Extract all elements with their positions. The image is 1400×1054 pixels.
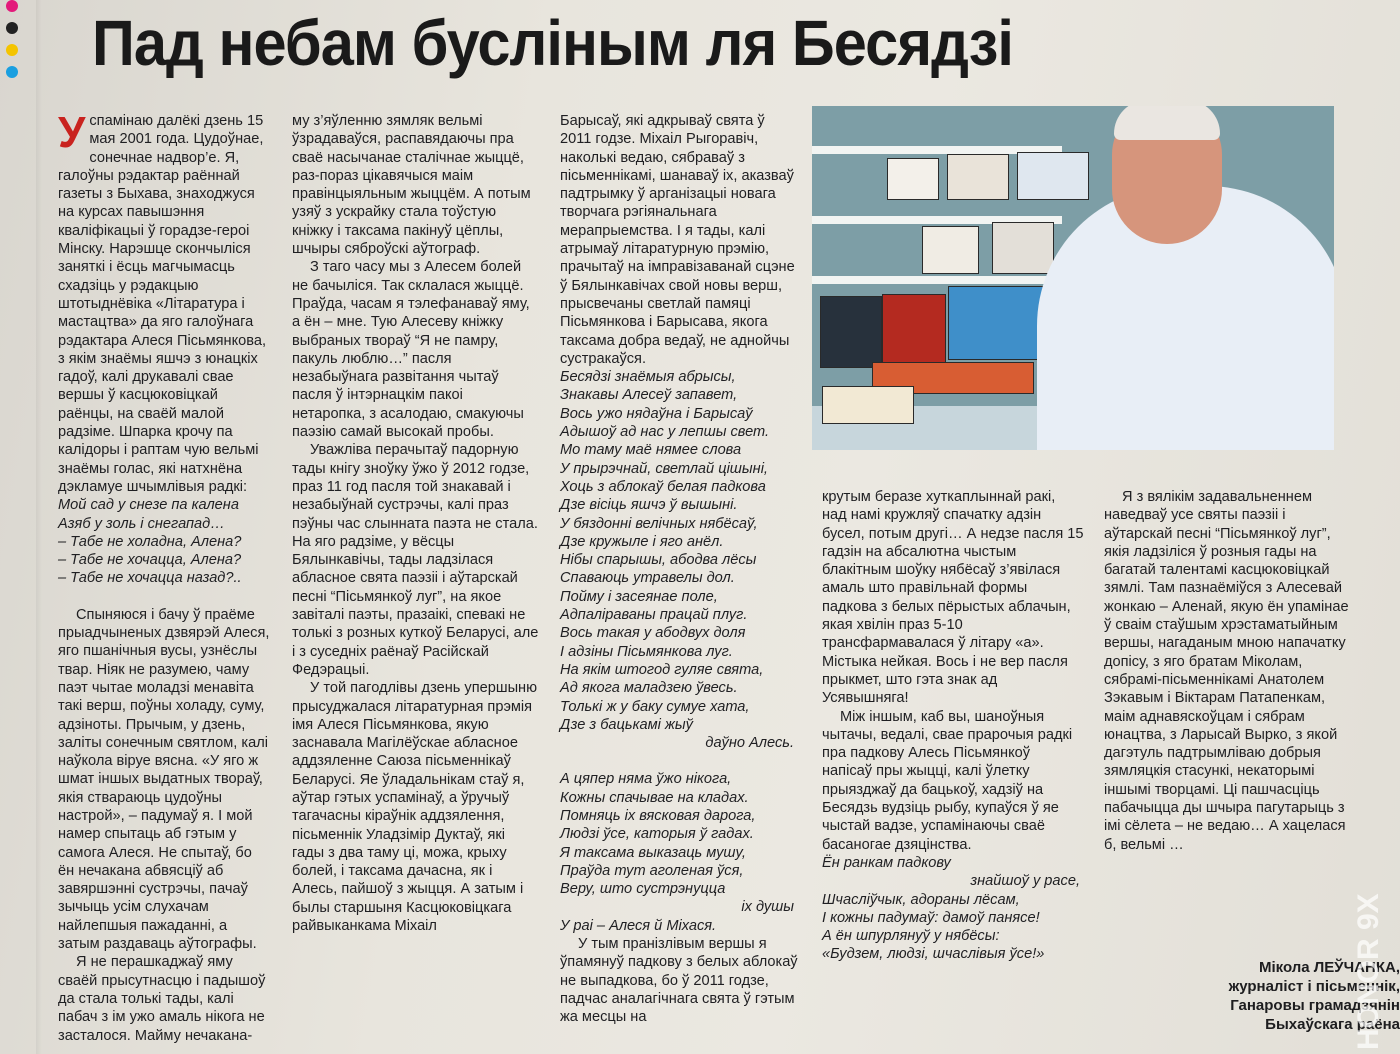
poem-line: Вось такая у абодвух доля [560,625,746,642]
article-column-2 [292,112,540,935]
man-hair [1114,106,1220,140]
book [992,222,1054,274]
black-mark [6,22,18,34]
poem-line: Праўда тут аголеная ўся, [560,862,744,879]
print-color-marks [6,0,22,88]
poem-line: Знакавы Алесеў запавет, [560,387,738,404]
poem-line: Азяб у золь i снегапад… [58,515,225,532]
article-photo [812,106,1334,450]
poem-line: Адпалiраваны працай плуг. [560,607,748,624]
paragraph: му з’яўленню зямляк вельмi ўзрадаваўся, распавядаючы пра сваё насычанае сталiчнае жыццё, раз-пораз цiкавячыся маiм правiнцыяльным жыццём. А потым узяў з ускрайку стала тоўстую кнiжку i таксама пакiнуў цёплы, шчыры сяброўскi аўтограф. [292,113,531,258]
paragraph: Я з вялiкiм задавальненнем наведваў усе святы паэзii i аўтарскай песнi “Пiсьмянкоў луг”, якiя ладзiлiся ў розныя гады на багатай талентамi касцюковiцкай зямлi. Там пазнаёмiўся з Алесевай жонкаю – Аленай, якую ён упамiнае ў сваiм стаўшым хрэстаматыйным вершы, нагаданым мною напачатку допiсу, з яго братам Мiколам, сябрамi-пiсьменнiкамi Анатолем Зэкавым i Вiктарам Патапенкам, маiм аднавяскоўцам i сябрам юнацтва, з Ларысай Вырко, з якой дагэтуль падтрымлiваю добрыя зямляцкiя стасункi, некаторымi iншымi творцамi. Цi пашчасцiць пабачыцца ды шчыра пагутарыць з iмi сёлета – не ведаю… А хацелася б, вельмi … [1104,489,1349,853]
poem-line: Ад якога маладзею ўвесь. [560,680,738,697]
paragraph: Мiж iншым, каб вы, шаноўныя чытачы, ведалi, свае прарочыя радкi пра падкову Алесь Пiсьмянкоў напiсаў пры жыццi, калi ўлетку прыязджаў да бацькоў, хадзiў на Бесядзь вудзiць рыбу, купаўся ў яе чыстай вадзе, успамiнаючы сваё басаногае дзяцiнства. [822,708,1073,853]
poem-line: знайшоў у расе, [970,873,1080,890]
drop-cap: У [58,108,86,157]
paragraph: Барысаў, якi адкрываў свята ў 2011 годзе. Мiхаiл Рыгоравiч, наколькi ведаю, сябраваў з пiсьменнiкамi, шанаваў iх, аказваў падтрымку ў арганiзацыi новага творчага рэгiянальнага мерапрыемства. I я тады, калi атрымаў лiтаратурную прэмiю, прачытаў на iмправiзаванай сцэне ў Бялынкавiчах свой новы верш, прысвечаны светлай памяцi Пiсьмянкова i Барысава, якога таксама добра ведаў, не аднойчы сустракаўся. [560,113,795,367]
paragraph: спамiнаю далёкi дзень 15 мая 2001 года. Цудоўнае, сонечнае надвор’е. Я, галоўны рэдактар раённай газеты з Быхава, знаходжуся на курсах павышэння квалiфiкацыi ў горадзе-героi Мiнску. Нарэшце скончылiся заняткi i ёсць магчымасць схадзiць у рэдакцыю штотыднёвiка «Лiтаратура i мастацтва» да яго галоўнага рэдактара Алеся Пiсьмянкова, з якiм знаёмы яшчэ з юнацкiх гадоў, калi друкавалi свае вершы ў касцюковiцкай раёнцы, на сваёй малой радзiме. Шпарка крочу па калiдоры i раптам чую вельмi знаёмы голас, якi натхнёна дэкламуе шчымлiвыя радкi: [58,113,267,495]
author-title: Ганаровы грамадзянiн [1230,997,1400,1014]
author-title: журналiст i пiсьменнiк, [1228,978,1400,995]
poem-line: На якiм штогод гуляе свята, [560,661,764,678]
poem-line: Дзе з бацькамi жыў [560,716,693,733]
bookshelf [812,276,1062,284]
poem-excerpt [58,496,272,587]
poem-line: «Будзем, людзi, шчаслiвыя ўсе!» [822,946,1045,963]
article-column-1 [58,108,272,1045]
poem-line: Бесядзi знаёмыя абрысы, [560,369,736,386]
poem-line: – Табе не хочацца назад?.. [58,570,242,587]
poem-line: Мо таму маё нямее слова [560,442,742,459]
poem-stanza-1 [560,368,798,935]
book [1017,152,1089,200]
magenta-mark [6,0,18,12]
poem-line: Адышоў ад нас у лепшы свет. [560,424,770,441]
watermark-text: HONOR 9X [1352,893,1385,1050]
poem-line: Людзi ўсе, каторыя ў гадах. [560,826,754,843]
poem-line: Я таксама выказаць мушу, [560,844,746,861]
poem-line: Дзе вiсiць яшчэ ў вышынi. [560,497,738,514]
poem-line: I адзiны Пiсьмянкова луг. [560,643,733,660]
author-name: Мiкола ЛЕЎЧАНКА, [1258,959,1400,976]
poem-line: А цяпер няма ўжо нiкога, [560,771,732,788]
poem-line: Веру, што сустрэнуцца [560,881,726,898]
paragraph: З таго часу мы з Алесем болей не бачылiся. Так склалася жыццё. Праўда, часам я тэлефанаваў яму, а ён – мне. Тую Алесеву кнiжку выбраных твораў “Я не памру, пакуль люблю…” пасля незабыўнага развiтання чытаў пасля ў iнтэрнацкiм пакоi нетаропка, з асалодаю, смакуючы паэзiю самай высокай пробы. [292,259,530,441]
yellow-mark [6,44,18,56]
poem-line: Мой сад у снезе па калена [58,497,239,514]
poem-excerpt [822,854,1084,964]
book-byhau-heroics [948,286,1050,360]
poem-line: Толькi ж у баку сумуе хата, [560,698,750,715]
book [922,226,979,274]
paragraph: У тым пранiзлiвым вершы я ўпамянуў падкову з белых аблокаў не выпадкова, бо ў 2011 годзе, падчас аналагiчнага свята ў гэтым жа месцы на [560,936,798,1026]
poem-line: Дзе кружыле i яго анёл. [560,533,724,550]
poem-line: Кожны спачывае на кладах. [560,789,749,806]
cyan-mark [6,66,18,78]
poem-line: iх душы [741,899,794,916]
poem-line: Спаваюць утравелы дол. [560,570,735,587]
book [887,158,939,200]
poem-line: Ён ранкам падкову [822,854,951,871]
poem-line: У бяздоннi велiчных нябёсаў, [560,515,758,532]
poem-line: Пойму i засеянае поле, [560,588,718,605]
paragraph: У той пагодлiвы дзень упершыню прысуджалася лiтаратурная прэмiя iмя Алеся Пiсьмянкова, якую заснавала Магiлёўскае абласное аддзяленне Саюза пiсьменнiкаў Беларусi. Яе ўладальнiкам стаў я, аўтар гэтых успамiнаў, а ўручыў тагачасны кiраўнiк аддзялення, пiсьменнiк Уладзiмiр Дуктаў, якi гады з два таму цi, можа, крыху болей, i таксама дачасна, як i Алесь, пайшоў з жыцця. А затым i былы старшыня Касцюковiцкага райвыканкама Мiхаiл [292,680,538,935]
poem-line: Хоць з аблокаў белая падкова [560,478,766,495]
author-title: Быхаўскага раёна [1265,1016,1400,1033]
poem-line: I кожны падумаў: дамоў панясе! [822,909,1040,926]
article-column-4 [822,488,1084,964]
article-column-3 [560,112,798,1027]
paragraph: Уважлiва перачытаў падорную тады кнiгу зноўку ўжо ў 2012 годзе, праз 11 год пасля той знакавай i незабыўнай сустрэчы, калi праз пэўны час слынната паэта не стала. На яго радзiме, у вёсцы Бялынкавiчы, тады ладзiлася абласное свята паэзii i аўтарскай песнi “Пiсьмянкоў луг”, на якое завiталi паэты, празаiкi, спевакi не толькi з розных куткоў Беларусi, але i з суседнiх раёнаў Расiйскай Федэрацыi. [292,442,539,678]
book [882,294,946,368]
poem-line: У прырэчнай, светлай цiшынi, [560,460,768,477]
book [822,386,914,424]
book [947,154,1009,200]
paragraph: крутым беразе хуткаплыннай ракi, над намi кружляў спачатку адзiн бусел, потым другi… А недзе пасля 15 гадзiн на абсалютна чыстым блакiтным шоўку нябёсаў з’явiлася амаль што правiльнай формы падкова з белых пёрыстых аблачын, якая хвiлiн праз 5-10 трансфармавалася ў лiтару «а». Мiстыка нейкая. Вось i не вер пасля прыкмет, што гэта знак ад Усявышняга! [822,489,1084,707]
poem-line: Вось ужо нядаўна i Барысаў [560,405,753,422]
book [820,296,882,368]
article-headline: Пад небам буслiным ля Бесядзi [92,7,1013,79]
poem-line: – Табе не холадна, Алена? [58,533,242,550]
poem-line: даўно Алесь. [705,735,794,752]
poem-line: – Табе не хочацца, Алена? [58,552,242,569]
camera-watermark [1352,760,1392,1050]
paragraph: Спыняюся i бачу ў праёме прыадчыненых дзвярэй Алеся, яго пшанiчныя вусы, узнёслы твар. Нiяк не разумею, чаму паэт чытае моладзi менавiта такi верш, поўны холаду, суму, адзiноты. Прычым, у дзень, залiты сонечным святлом, калi наўкола вiруе вясна. «У яго ж шмат iншых выдатных твораў, якiя ствараюць цудоўны настрой», – падумаў я. I мой намер спытаць аб гэтым у самога Алеся. Не спытаў, бо ён нечакана абвясцiў аб завяршэннi сустрэчы, пачаў зычыць усiм слухачам найлепшыя пажаданнi, а затым раздаваць аўтографы. [58,606,270,953]
poem-line: Нiбы спарышы, абодва лёсы [560,552,757,569]
poem-line: Шчаслiўчык, адораны лёсам, [822,891,1020,908]
page-fold [36,0,42,1054]
poem-line: А ён шпурлянуў у нябёсы: [822,928,1000,945]
poem-line: У раi – Алеся й Мiхася. [560,917,717,934]
poem-line: Помняць iх вясковая дарога, [560,807,756,824]
paragraph: Я не перашкаджаў яму сваёй прысутнасцю i падышоў да стала толькi тады, калi пабач з iм ужо амаль нiкога не засталося. Майму нечакана- [58,954,266,1044]
article-column-5 [1104,488,1350,854]
